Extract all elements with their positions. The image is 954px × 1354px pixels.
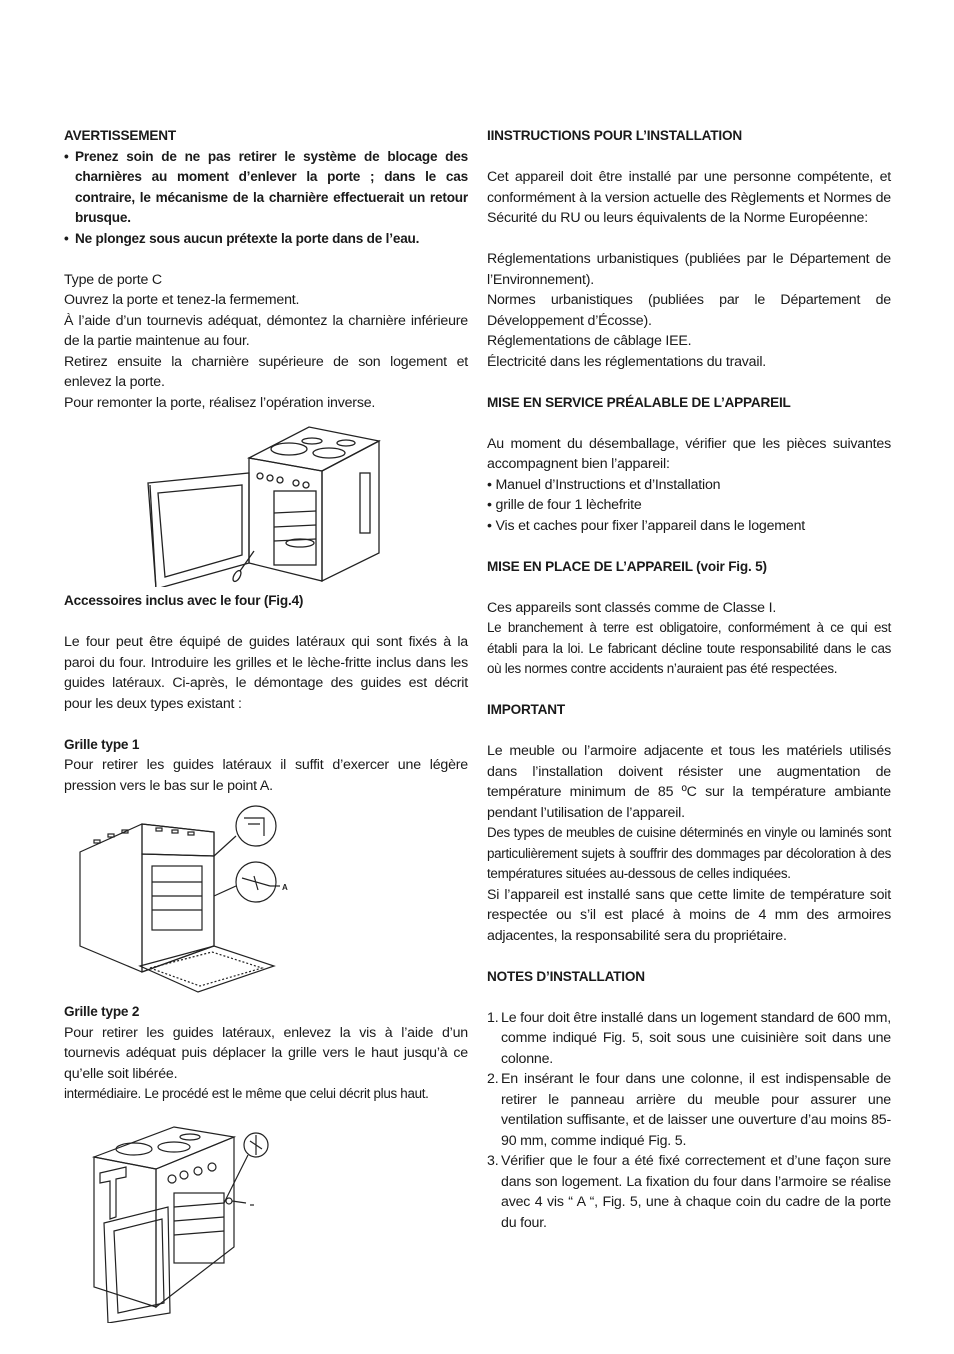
grille2-text: Pour retirer les guides latéraux, enlevez la vis à l’aide d’un tournevis adéquat puis déplacer la grille vers le haut jusqu’à ce qu’elle soit libérée. (64, 1024, 468, 1082)
note-item (487, 1069, 891, 1151)
door-step: Retirez ensuite la charnière supérieure de son logement et enlevez la porte. (64, 353, 468, 390)
grille1-title: Grille type 1 (64, 736, 140, 752)
regulation-item: Réglementations de câblage IEE. (487, 333, 692, 349)
placement-text: Le branchement à terre est obligatoire, conformément à ce qui est établi para la loi. Le fabricant décline toute responsabilité dans le cas où les normes contre accidents n’auraient pas été respectées. (487, 620, 891, 676)
accessories-title: Accessoires inclus avec le four (Fig.4) (64, 593, 304, 608)
regulation-item: Réglementations urbanistiques (publiées par le Département de l’Environnement). (487, 251, 891, 288)
note-text: Le four doit être installé dans un logement standard de 600 mm, comme indiqué Fig. 5, soit sous une cuisinière soit dans une colonne. (501, 1009, 891, 1067)
door-step: Ouvrez la porte et tenez-la fermement. (64, 292, 300, 308)
service-title: MISE EN SERVICE PRÉALABLE DE L’APPAREIL (487, 394, 791, 410)
grille2-figure (64, 1117, 468, 1323)
grille1-figure (64, 796, 468, 1002)
door-step: À l’aide d’un tournevis adéquat, démontez la charnière inférieure de la partie maintenue au four. (64, 312, 468, 349)
service-item: • Manuel d’Instructions et d’Installation (487, 476, 721, 493)
placement-title-main: MISE EN PLACE DE L’APPAREIL (487, 558, 693, 574)
placement-title-suffix: (voir Fig. 5) (692, 558, 767, 574)
note-item (487, 1008, 891, 1070)
install-title: IINSTRUCTIONS POUR L’INSTALLATION (487, 128, 742, 143)
service-text: Au moment du désemballage, vérifier que les pièces suivantes accompagnent bien l’appareil: (487, 435, 891, 472)
note-number: 1. (487, 1009, 499, 1026)
note-number: 3. (487, 1153, 499, 1169)
regulation-item: Électricité dans les réglementations du travail. (487, 353, 767, 370)
note-number: 2. (487, 1071, 499, 1087)
oven-door-figure (64, 413, 468, 587)
left-column (64, 126, 468, 1323)
oven-door-illustration (64, 413, 468, 587)
accessories-text: Le four peut être équipé de guides latéraux qui sont fixés à la paroi du four. Introduire les grilles et le lèche-fritte inclus dans les guides latéraux. Ci-après, le démontage des guides est décrit pour les deux types existant : (64, 634, 468, 712)
note-text: En insérant le four dans une colonne, il est indispensable de retirer le panneau arrière du meuble pour assurer une ventilation suffisante, et de laisser une ouverture d’au moins 85-90 mm, comme indiqué Fig. 5. (501, 1071, 891, 1149)
service-item: • Vis et caches pour fixer l’appareil dans le logement (487, 517, 806, 534)
warning-item: • Ne plongez sous aucun prétexte la porte dans de l’eau. (64, 229, 468, 250)
important-paragraph: Des types de meubles de cuisine déterminés en vinyle ou laminés sont particulièrement sujets à souffrir des dommages par décoloration à des températures situées au-dessous de celles indiquées. (487, 825, 891, 881)
right-column (487, 126, 891, 1233)
warning-title: AVERTISSEMENT (64, 128, 176, 143)
warning-item: • Prenez soin de ne pas retirer le système de blocage des charnières au moment d’enlever la porte ; dans le cas contraire, le mécanisme de la charnière effectuerait un retour brusque. (64, 147, 468, 229)
notes-list (487, 1008, 891, 1234)
grille1-text: Pour retirer les guides latéraux il suffit d’exercer une légère pression vers le bas sur le point A. (64, 757, 468, 794)
install-text: Cet appareil doit être installé par une personne compétente, et conformément à la version actuelle des Règlements et Normes de Sécurité du RU ou leurs équivalents de la Norme Européenne: (487, 169, 891, 226)
service-item: • grille de four 1 lèchefrite (487, 497, 642, 513)
grille2-extra: intermédiaire. Le procédé est le même que celui décrit plus haut. (64, 1086, 429, 1101)
important-paragraph: Si l’appareil est installé sans que cette limite de température soit respectée ou s’il est placé à moins de 4 mm des armoires adjacentes, la responsabilité sera du propriétaire. (487, 886, 891, 944)
warning-list (64, 147, 468, 250)
regulation-item: Normes urbanistiques (publiées par le Département de Développement d’Écosse). (487, 292, 891, 329)
note-item (487, 1151, 891, 1233)
placement-title (487, 557, 891, 578)
grille2-title: Grille type 2 (64, 1004, 140, 1019)
grille1-illustration (64, 796, 468, 1002)
grille2-illustration (64, 1117, 468, 1323)
door-type: Type de porte C (64, 271, 162, 288)
note-text: Vérifier que le four a été fixé correctement et d’une façon sure dans son logement. La fixation du four dans l’armoire se réalise avec 4 vis “ A “, Fig. 5, une à chaque coin du cadre de la porte du four. (501, 1153, 891, 1231)
important-title: IMPORTANT (487, 702, 565, 717)
notes-title: NOTES D’INSTALLATION (487, 968, 645, 984)
important-paragraph: Le meuble ou l’armoire adjacente et tous les matériels utilisés dans l’installation doivent résister une augmentation de température minimum de 85 ºC sur la température ambiante pendant l’utilisation de l’appareil. (487, 743, 891, 821)
door-step: Pour remonter la porte, réalisez l’opération inverse. (64, 394, 376, 411)
point-a-label: A (282, 883, 288, 892)
placement-class: Ces appareils sont classés comme de Classe I. (487, 599, 777, 616)
